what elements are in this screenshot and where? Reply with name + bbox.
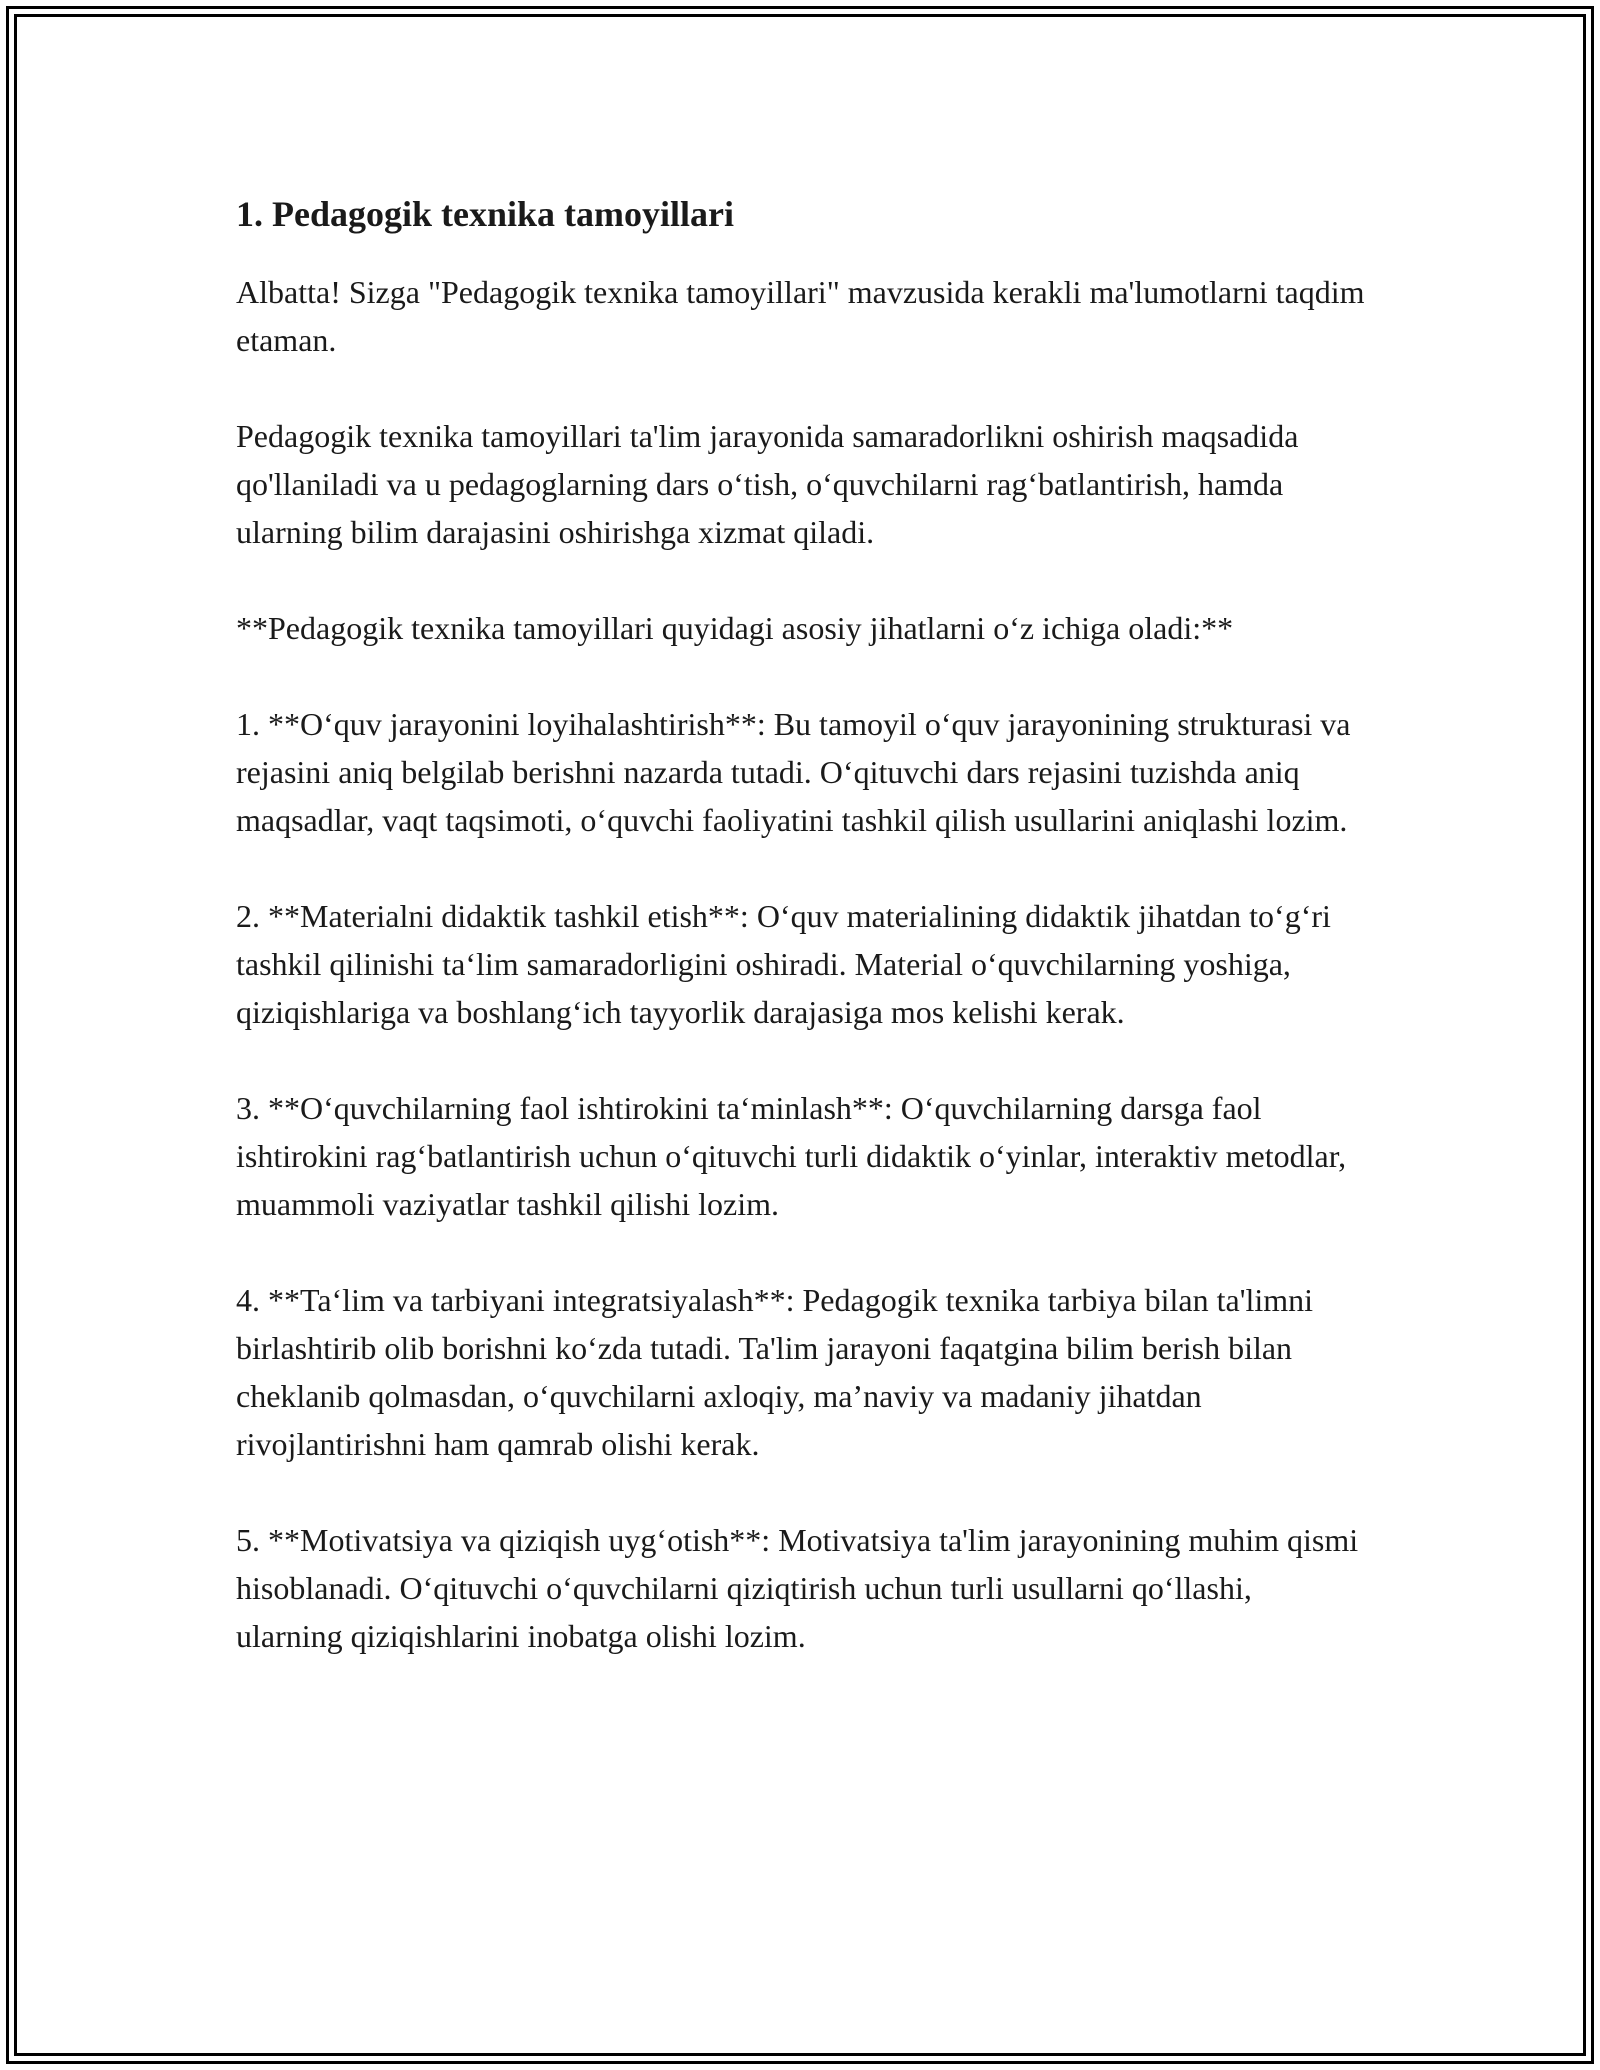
document-body xyxy=(236,190,1366,1708)
principle-4-paragraph: 4. **Ta‘lim va tarbiyani integratsiyalash**: Pedagogik texnika tarbiya bilan ta'limni birlashtirib olib borishni ko‘zda tutadi. Ta'lim jarayoni faqatgina bilim berish bilan cheklanib qolmasdan, o‘quvchilarni axloqiy, ma’naviy va madaniy jihatdan rivojlantirishni ham qamrab olishi kerak. xyxy=(236,1282,1314,1462)
principle-2-paragraph: 2. **Materialni didaktik tashkil etish**: O‘quv materialining didaktik jihatdan to‘g‘ri tashkil qilinishi ta‘lim samaradorligini oshiradi. Material o‘quvchilarning yoshiga, qiziqishlariga va boshlang‘ich tayyorlik darajasiga mos kelishi kerak. xyxy=(236,898,1331,1030)
principle-5-paragraph: 5. **Motivatsiya va qiziqish uyg‘otish**: Motivatsiya ta'lim jarayonining muhim qismi hisoblanadi. O‘qituvchi o‘quvchilarni qiziqtirish uchun turli usullarni qo‘llashi, ularning qiziqishlarini inobatga olishi lozim. xyxy=(236,1522,1359,1654)
principle-1-paragraph: 1. **O‘quv jarayonini loyihalashtirish**: Bu tamoyil o‘quv jarayonining strukturasi va rejasini aniq belgilab berishni nazarda tutadi. O‘qituvchi dars rejasini tuzishda aniq maqsadlar, vaqt taqsimoti, o‘quvchi faoliyatini tashkil qilish usullarini aniqlashi lozim. xyxy=(236,706,1351,838)
principle-3-paragraph: 3. **O‘quvchilarning faol ishtirokini ta‘minlash**: O‘quvchilarning darsga faol ishtirokini rag‘batlantirish uchun o‘qituvchi turli didaktik o‘yinlar, interaktiv metodlar, muammoli vaziyatlar tashkil qilishi lozim. xyxy=(236,1090,1347,1222)
intro-paragraph: Albatta! Sizga "Pedagogik texnika tamoyillari" mavzusida kerakli ma'lumotlarni taqdim etaman. xyxy=(236,274,1365,358)
document-title: 1. Pedagogik texnika tamoyillari xyxy=(236,194,734,234)
list-heading-paragraph: **Pedagogik texnika tamoyillari quyidagi asosiy jihatlarni o‘z ichiga oladi:** xyxy=(236,610,1234,646)
overview-paragraph: Pedagogik texnika tamoyillari ta'lim jarayonida samaradorlikni oshirish maqsadida qo'llaniladi va u pedagoglarning dars o‘tish, o‘quvchilarni rag‘batlantirish, hamda ularning bilim darajasini oshirishga xizmat qiladi. xyxy=(236,418,1299,550)
